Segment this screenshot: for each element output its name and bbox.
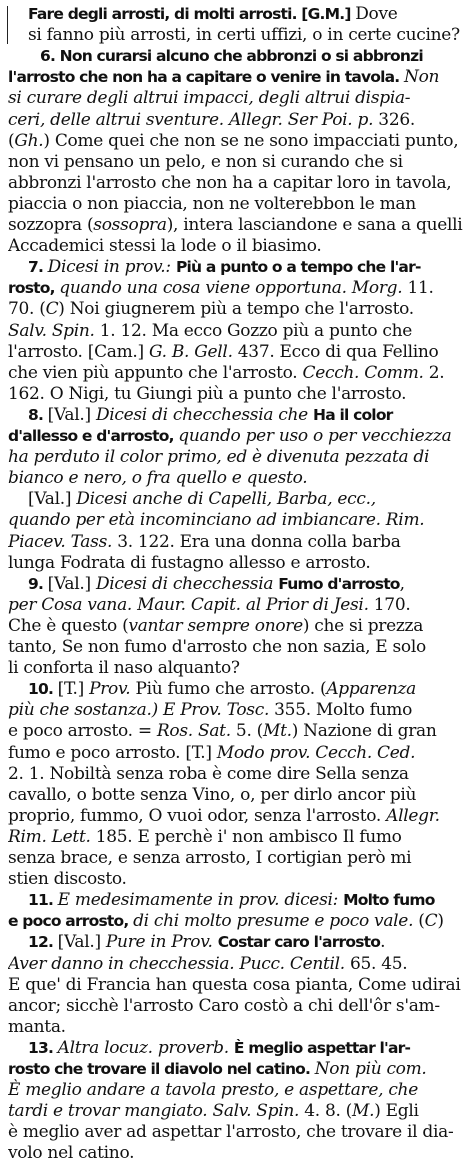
- text-segment: Ha il color: [313, 405, 393, 424]
- text-line: [8, 109, 467, 131]
- text-segment: Dicesi di checchessia che: [95, 404, 314, 425]
- text-line: [28, 931, 468, 953]
- text-segment: volo nel catino.: [8, 1143, 135, 1164]
- text-line: [8, 320, 467, 342]
- text-line: [28, 3, 468, 25]
- text-segment: 5. (: [235, 721, 263, 742]
- text-line: [28, 573, 468, 595]
- text-line: [8, 974, 467, 996]
- text-line: [28, 889, 468, 911]
- text-segment: E medesimamente in prov. dicesi:: [57, 890, 344, 911]
- text-segment: cavallo, o botte senza Vino, o, per dirlo ancor più: [8, 784, 417, 805]
- text-segment: 437. Ecco di qua Fellino: [237, 341, 439, 362]
- text-line: [8, 868, 467, 890]
- text-line: [8, 446, 467, 468]
- text-line: [8, 1142, 467, 1164]
- text-segment: 65. 45.: [350, 953, 408, 974]
- text-segment: d'allesso e d'arrosto,: [8, 427, 179, 445]
- text-line: [8, 66, 467, 88]
- text-segment: che vien più appunto che l'arrosto.: [8, 362, 303, 383]
- text-segment: quando per uso o per vecchiezza: [178, 426, 452, 446]
- text-segment: per Cosa vana. Maur. Capit. al Prior di Jesi.: [8, 594, 374, 615]
- text-segment: stien discosto.: [8, 869, 127, 890]
- text-segment: Salv. Spin.: [8, 320, 100, 341]
- text-segment: Modo prov. Cecch. Ced.: [216, 742, 416, 763]
- text-line: [8, 1058, 467, 1080]
- text-segment: 8.: [28, 405, 48, 424]
- text-segment: rosto,: [8, 279, 60, 298]
- text-segment: Non più com.: [314, 1059, 427, 1079]
- text-segment: Apparenza: [326, 679, 417, 700]
- text-segment: rosto che trovare il diavolo nel catino.: [8, 1060, 315, 1078]
- text-segment: E que' di Francia han questa cosa pianta, Come udirai: [8, 974, 461, 995]
- text-segment: l'arrosto. [Cam.]: [8, 341, 149, 362]
- text-segment: è meglio aver ad aspettar l'arrosto, che trovare il dia-: [8, 1122, 454, 1143]
- text-segment: abbronzi l'arrosto che non ha a capitar loro in tavola,: [8, 172, 452, 193]
- text-segment: Che è questo (: [8, 615, 129, 636]
- text-segment: 2.: [428, 362, 445, 383]
- text-line: [8, 277, 467, 299]
- text-segment: non vi pensano un pelo, e non si curando che si: [8, 151, 403, 172]
- text-segment: ) Come quei che non se ne sono impacciati punto,: [43, 130, 459, 151]
- text-line: [8, 151, 467, 173]
- text-segment: si fanno più arrosti, in certi uffizi, o in certe cucine?: [28, 25, 460, 46]
- text-segment: Più fumo che arrosto. (: [135, 679, 327, 700]
- text-segment: 1. 12. Ma ecco Gozzo più a punto che: [99, 320, 413, 341]
- text-segment: 326.: [378, 109, 415, 130]
- text-segment: ancor; sicchè l'arrosto Caro costò a chi dell'ôr s'am-: [8, 995, 440, 1016]
- text-segment: lunga Fodrata di fustagno allesso e arrosto.: [8, 552, 371, 573]
- text-segment: [Val.]: [47, 573, 96, 594]
- text-segment: ) Egli: [374, 1101, 419, 1122]
- text-segment: bianco e nero, o fra quello e questo.: [8, 468, 308, 489]
- text-segment: tardi e trovar mangiato. Salv. Spin.: [8, 1101, 305, 1122]
- text-line: [8, 298, 467, 320]
- text-segment: ), intera lasciandone e sana a quelli: [166, 215, 463, 235]
- text-line: [8, 594, 467, 616]
- text-segment: quando per età incominciano ad imbiancare. Rim.: [8, 510, 425, 531]
- text-segment: 11.: [28, 891, 58, 910]
- text-segment: si curare degli altrui impacci, degli altrui dispia-: [8, 88, 411, 109]
- text-line: [8, 1016, 467, 1038]
- text-segment: Gh.: [14, 130, 44, 151]
- text-line: [28, 256, 468, 278]
- text-segment: Piacev. Tass.: [8, 531, 118, 552]
- text-segment: Altra locuz. proverb.: [57, 1037, 234, 1058]
- text-segment: 6. Non curarsi alcuno che abbronzi o si abbronzi: [40, 47, 423, 66]
- text-line: [8, 552, 467, 574]
- text-segment: quando una cosa viene opportuna. Morg.: [59, 278, 408, 299]
- text-segment: Accademici stessi la lode o il biasimo.: [8, 236, 322, 257]
- text-line: [40, 45, 468, 67]
- text-segment: .: [380, 932, 386, 953]
- text-segment: e poco arrosto. =: [8, 721, 157, 742]
- text-segment: G. B. Gell.: [148, 341, 238, 362]
- text-segment: Aver danno in checchessia. Pucc. Centil.: [8, 953, 351, 974]
- text-segment: di chi molto presume e poco vale.: [133, 911, 419, 932]
- text-segment: 9.: [28, 574, 48, 593]
- text-segment: 4. 8. (: [304, 1101, 352, 1122]
- text-segment: 12.: [28, 933, 58, 952]
- text-segment: 162. O Nigi, tu Giungi più a punto che l'arrosto.: [8, 383, 407, 404]
- text-segment: 11.: [407, 278, 434, 299]
- text-segment: ): [437, 911, 444, 932]
- text-segment: È meglio aspettar l'ar-: [233, 1038, 411, 1057]
- text-line: [8, 531, 467, 553]
- text-segment: 355. Molto fumo: [274, 700, 413, 721]
- text-segment: [Val.]: [57, 932, 106, 953]
- text-segment: Rim. Lett.: [8, 826, 96, 847]
- text-line: [8, 509, 467, 531]
- text-segment: 185. E perchè i' non ambisco Il fumo: [95, 826, 402, 847]
- text-segment: Cecch. Comm.: [302, 362, 429, 383]
- text-line: [8, 1100, 467, 1122]
- text-line: [8, 87, 467, 109]
- text-line: [8, 1121, 467, 1143]
- text-segment: senza brace, e senza arrosto, I cortigian però mi: [8, 848, 412, 868]
- text-line: [8, 784, 467, 806]
- text-segment: C: [424, 911, 438, 932]
- text-line: [8, 615, 467, 637]
- text-segment: 7.: [28, 258, 48, 277]
- text-segment: Fare degli arrosti, di molti arrosti. [G.M.]: [28, 5, 356, 23]
- text-line: [8, 383, 467, 405]
- text-line: [8, 636, 467, 658]
- text-segment: (: [8, 130, 15, 151]
- text-segment: Dove: [355, 4, 398, 24]
- text-line: [28, 678, 468, 700]
- text-line: [8, 467, 467, 489]
- text-line: [8, 805, 467, 827]
- text-segment: proprio, fummo, O vuoi odor, senza l'arrosto.: [8, 805, 387, 826]
- text-segment: [T.]: [57, 679, 90, 700]
- text-segment: manta.: [8, 1016, 66, 1037]
- text-line: [8, 826, 467, 848]
- text-segment: Costar caro l'arrosto: [217, 933, 381, 952]
- text-segment: li conforta il naso alquanto?: [8, 658, 240, 679]
- text-segment: [Val.]: [47, 404, 96, 425]
- text-segment: l'arrosto che non ha a capitare o venire in tavola.: [8, 68, 404, 87]
- text-line: [8, 1079, 467, 1101]
- text-segment: Dicesi in prov.:: [47, 257, 176, 278]
- text-line: [8, 130, 467, 152]
- text-segment: Dicesi di checchessia: [95, 573, 279, 594]
- text-segment: È meglio andare a tavola presto, e aspettare, che: [8, 1080, 418, 1101]
- text-segment: Mt.: [262, 721, 292, 742]
- margin-rule: [7, 6, 8, 44]
- text-segment: ,: [399, 573, 405, 594]
- text-segment: 3. 122. Era una donna colla barba: [117, 531, 401, 552]
- text-segment: ) Noi giugnerem più a tempo che l'arrosto.: [58, 299, 414, 320]
- text-segment: Ros. Sat.: [156, 721, 236, 742]
- text-segment: Pure in Prov.: [105, 932, 218, 953]
- text-line: [8, 699, 467, 721]
- text-line: [8, 425, 467, 447]
- text-line: [8, 362, 467, 384]
- text-segment: e poco arrosto,: [8, 912, 134, 931]
- text-segment: 2. 1. Nobiltà senza roba è come dire Sella senza: [8, 763, 409, 784]
- text-line: [28, 24, 468, 46]
- text-segment: Fumo d'arrosto: [278, 574, 400, 593]
- text-line: [8, 193, 467, 215]
- text-segment: vantar sempre onore: [128, 615, 303, 636]
- text-segment: sozzopra (: [8, 215, 94, 235]
- text-segment: 10.: [28, 680, 58, 699]
- text-segment: C: [45, 299, 59, 320]
- text-segment: Molto fumo: [343, 891, 435, 910]
- text-segment: (: [418, 911, 425, 932]
- text-segment: piaccia o non piaccia, non ne volterebbon le man: [8, 193, 416, 214]
- text-segment: [Val.]: [28, 489, 77, 510]
- text-line: [28, 404, 468, 426]
- text-line: [8, 341, 467, 363]
- text-segment: fumo e poco arrosto. [T.]: [8, 742, 217, 763]
- text-line: [8, 995, 467, 1017]
- text-line: [8, 763, 467, 785]
- text-segment: Allegr.: [386, 805, 440, 826]
- text-line: [8, 953, 467, 975]
- text-segment: ) che si prezza: [302, 615, 424, 636]
- text-line: [8, 214, 467, 236]
- text-segment: 70. (: [8, 299, 46, 320]
- text-line: [8, 742, 467, 764]
- text-line: [8, 657, 467, 679]
- text-segment: sossopra: [93, 215, 167, 235]
- text-segment: Prov.: [89, 679, 136, 700]
- text-line: [8, 847, 467, 869]
- text-segment: Non: [404, 67, 440, 88]
- text-line: [8, 172, 467, 194]
- text-line: [28, 1037, 468, 1059]
- text-segment: ceri, delle altrui sventure. Allegr. Ser Poi. p.: [8, 109, 379, 130]
- text-segment: tanto, Se non fumo d'arrosto che non sazia, E solo: [8, 637, 426, 657]
- text-segment: Più a punto o a tempo che l'ar-: [175, 258, 421, 277]
- text-line: [8, 235, 467, 257]
- text-line: [28, 488, 468, 510]
- text-segment: ) Nazione di gran: [291, 721, 437, 742]
- text-segment: ha perduto il color primo, ed è divenuta pezzata di: [8, 447, 430, 468]
- text-segment: 13.: [28, 1038, 58, 1057]
- text-segment: Dicesi anche di Capelli, Barba, ecc.,: [76, 489, 376, 510]
- text-segment: 170.: [373, 594, 411, 615]
- text-segment: più che sostanza.) E Prov. Tosc.: [8, 700, 275, 721]
- text-segment: M.: [352, 1101, 375, 1122]
- text-line: [8, 910, 467, 932]
- text-line: [8, 720, 467, 742]
